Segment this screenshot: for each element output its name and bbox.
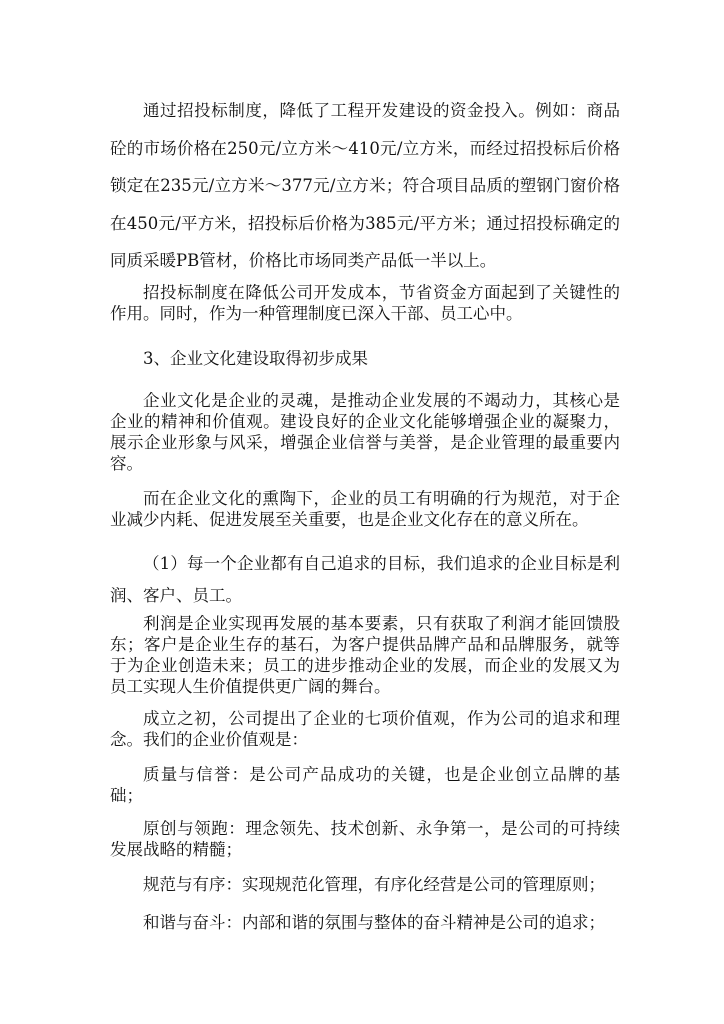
value-quality-reputation: 质量与信誉：是公司产品成功的关键，也是企业创立品牌的基础； [110, 765, 620, 805]
paragraph-culture-influence: 而在企业文化的熏陶下，企业的员工有明确的行为规范，对于企业减少内耗、促进发展至关重要，也是企业文化存在的意义所在。 [110, 489, 620, 529]
paragraph-enterprise-goals: （1）每一个企业都有自己追求的目标，我们追求的企业目标是利润、客户、员工。 [110, 554, 620, 605]
paragraph-seven-values: 成立之初，公司提出了企业的七项价值观，作为公司的追求和理念。我们的企业价值观是： [110, 709, 620, 749]
section-heading-corporate-culture: 3、企业文化建设取得初步成果 [143, 349, 368, 368]
value-harmony-struggle: 和谐与奋斗：内部和谐的氛围与整体的奋斗精神是公司的追求； [143, 913, 605, 932]
paragraph-profit-customer-staff: 利润是企业实现再发展的基本要素，只有获取了利润才能回馈股东；客户是企业生存的基石，为客户提供品牌产品和品牌服务，就等于为企业创造未来；员工的进步推动企业的发展，而企业的发展又为员工实现人生价值提供更广阔的舞台。 [110, 614, 620, 696]
paragraph-bidding-cost: 通过招投标制度，降低了工程开发建设的资金投入。例如：商品砼的市场价格在250元/立方米～410元/立方米，而经过招投标后价格锁定在235元/立方米～377元/立方米；符合项目品质的塑钢门窗价格在450元/平方米，招投标后价格为385元/平方米；通过招投标确定的同质采暖PB管材，价格比市场同类产品低一半以上。 [110, 101, 620, 270]
paragraph-culture-soul: 企业文化是企业的灵魂，是推动企业发展的不竭动力，其核心是企业的精神和价值观。建设良好的企业文化能够增强企业的凝聚力，展示企业形象与风采，增强企业信誉与美誉，是企业管理的最重要内容。 [110, 391, 620, 473]
value-originality-leadership: 原创与领跑：理念领先、技术创新、永争第一，是公司的可持续发展战略的精髓； [110, 819, 620, 859]
paragraph-bidding-role: 招投标制度在降低公司开发成本，节省资金方面起到了关键性的作用。同时，作为一种管理制度已深入干部、员工心中。 [110, 283, 620, 323]
value-standardization-order: 规范与有序：实现规范化管理，有序化经营是公司的管理原则； [143, 875, 605, 894]
